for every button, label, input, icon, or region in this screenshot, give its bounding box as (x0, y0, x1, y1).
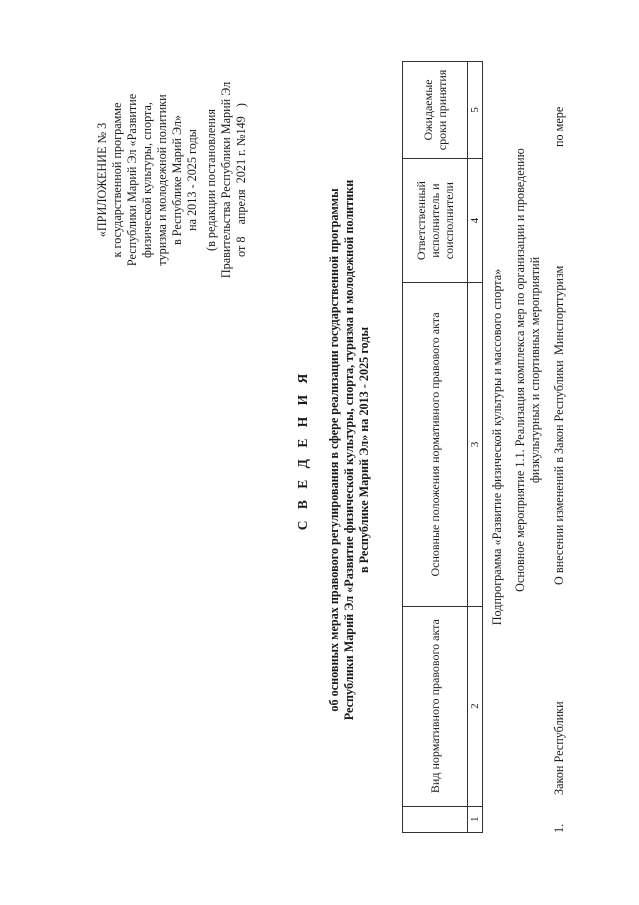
title-line: в Республике Марий Эл» на 2013 - 2025 годы (357, 327, 371, 573)
title-heading: С В Е Д Е Н И Я (295, 369, 310, 531)
column-number: 4 (468, 158, 483, 283)
column-number: 5 (468, 62, 483, 159)
appendix-line: «ПРИЛОЖЕНИЕ № 3 (95, 122, 109, 238)
header-cell-deadline: Ожидаемые сроки принятия (403, 62, 468, 159)
measure-title (513, 135, 543, 605)
title-line: об основных мерах правового регулирования в сфере реализации государственной программы (327, 188, 341, 712)
row-act-type: Закон Республики (552, 701, 566, 795)
measures-table (402, 61, 483, 833)
document-title (295, 55, 372, 845)
appendix-block (95, 30, 249, 330)
column-number: 2 (468, 606, 483, 806)
appendix-line: к государственной программе (110, 102, 124, 258)
row-number: 1. (552, 823, 566, 833)
appendix-line: на 2013 - 2025 годы (185, 129, 199, 231)
title-line: Республики Марий Эл «Развитие физической культуры, спорта, туризма и молодежной политики (342, 179, 356, 721)
header-cell-act-type: Вид нормативного правового акта (403, 606, 468, 806)
table-number-row (468, 62, 483, 833)
column-number: 1 (468, 806, 483, 832)
row-executor: Минспорттуризм (552, 265, 566, 355)
row-deadline: по мере (552, 106, 566, 147)
appendix-line: в Республике Марий Эл» (170, 114, 184, 246)
column-number: 3 (468, 283, 483, 606)
measure-line: физкультурных и спортивных мероприятий (528, 256, 542, 484)
appendix-line: туризма и молодежной политики (155, 94, 169, 266)
redaction-date: от 8 апреля 2021 г. №149 ) (234, 103, 248, 257)
redaction-line: (в редакции постановления (204, 109, 218, 251)
appendix-line: Республики Марий Эл «Развитие (125, 93, 139, 267)
row-provisions: О внесении изменений в Закон Республики (552, 360, 566, 585)
header-cell-provisions: Основные положения нормативного правового акта (403, 283, 468, 606)
subprogram-title: Подпрограмма «Развитие физической культуры и массового спорта» (490, 268, 504, 626)
appendix-line: физической культуры, спорта, (140, 102, 154, 258)
title-subtitle (327, 55, 372, 845)
redaction-line: Правительства Республики Марий Эл (219, 81, 233, 279)
header-cell-index (403, 806, 468, 832)
header-cell-executor: Ответственный исполнитель и соисполнители (403, 158, 468, 283)
measure-line: Основное мероприятие 1.1. Реализация комплекса мер по организации и проведению (513, 148, 527, 592)
table-header-row (403, 62, 468, 833)
